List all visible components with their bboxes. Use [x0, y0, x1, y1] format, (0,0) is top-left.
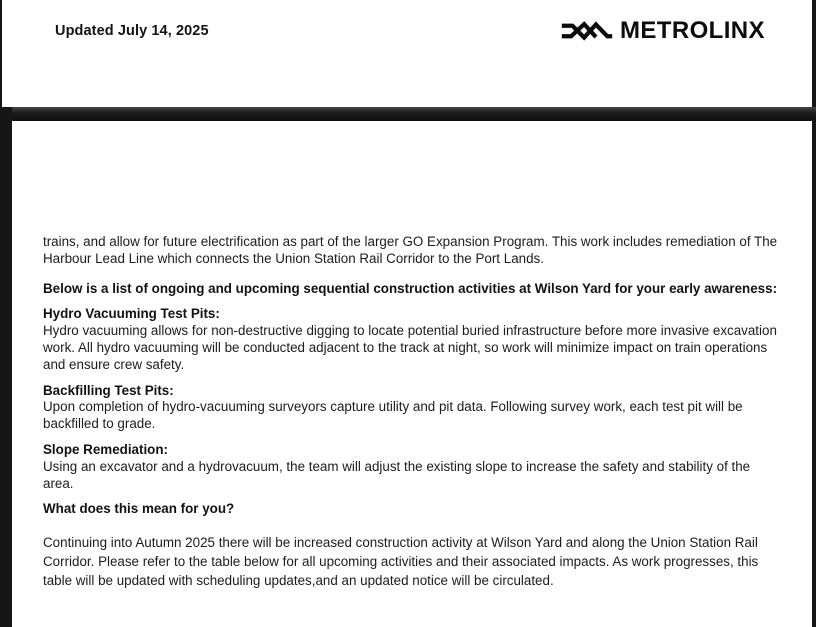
header-divider-bar [0, 107, 816, 121]
section-body-slope-remediation: Using an excavator and a hydrovacuum, the team will adjust the existing slope to increase the safety and stability of the area. [43, 458, 751, 491]
paragraph-closing: Continuing into Autumn 2025 there will be increased construction activity at Wilson Yard and along the Union Station Rail Corridor. Please refer to the table below for all upcoming activities and their associated impacts. As work progresses, this table will be updated with scheduling updates,and an updated notice will be circulated. [43, 535, 759, 589]
section-hydro-vacuuming [43, 306, 778, 373]
page-border-right [812, 0, 816, 627]
metrolinx-logo [561, 15, 765, 47]
section-title-slope-remediation: Slope Remediation: [43, 441, 168, 457]
document-body [43, 234, 778, 590]
section-body-hydro-vacuuming: Hydro vacuuming allows for non-destructive digging to locate potential buried infrastructure before more invasive excavation work. All hydro vacuuming will be conducted adjacent to the track at night, so work will minimize impact on train operations and ensure crew safety. [43, 323, 777, 372]
paragraph-intro: trains, and allow for future electrification as part of the larger GO Expansion Program. This work includes remediation of The Harbour Lead Line which connects the Union Station Rail Corridor to the Port Lands. [43, 234, 778, 266]
page-border-left [0, 107, 12, 627]
section-slope-remediation [43, 442, 778, 492]
metrolinx-logo-icon [561, 17, 613, 45]
section-title-hydro-vacuuming: Hydro Vacuuming Test Pits: [43, 306, 220, 322]
updated-date-label: Updated July 14, 2025 [55, 23, 209, 39]
section-body-backfilling: Upon completion of hydro-vacuuming surveyors capture utility and pit data. Following survey work, each test pit will be backfilled to grade. [43, 399, 743, 432]
awareness-heading: Below is a list of ongoing and upcoming sequential construction activities at Wilson Yard for your early awareness: [43, 280, 778, 296]
section-backfilling [43, 383, 778, 433]
page-border-left-top [0, 0, 2, 107]
section-title-backfilling: Backfilling Test Pits: [43, 382, 174, 398]
metrolinx-logo-text: METROLINX [620, 17, 765, 44]
question-heading: What does this mean for you? [43, 501, 235, 517]
